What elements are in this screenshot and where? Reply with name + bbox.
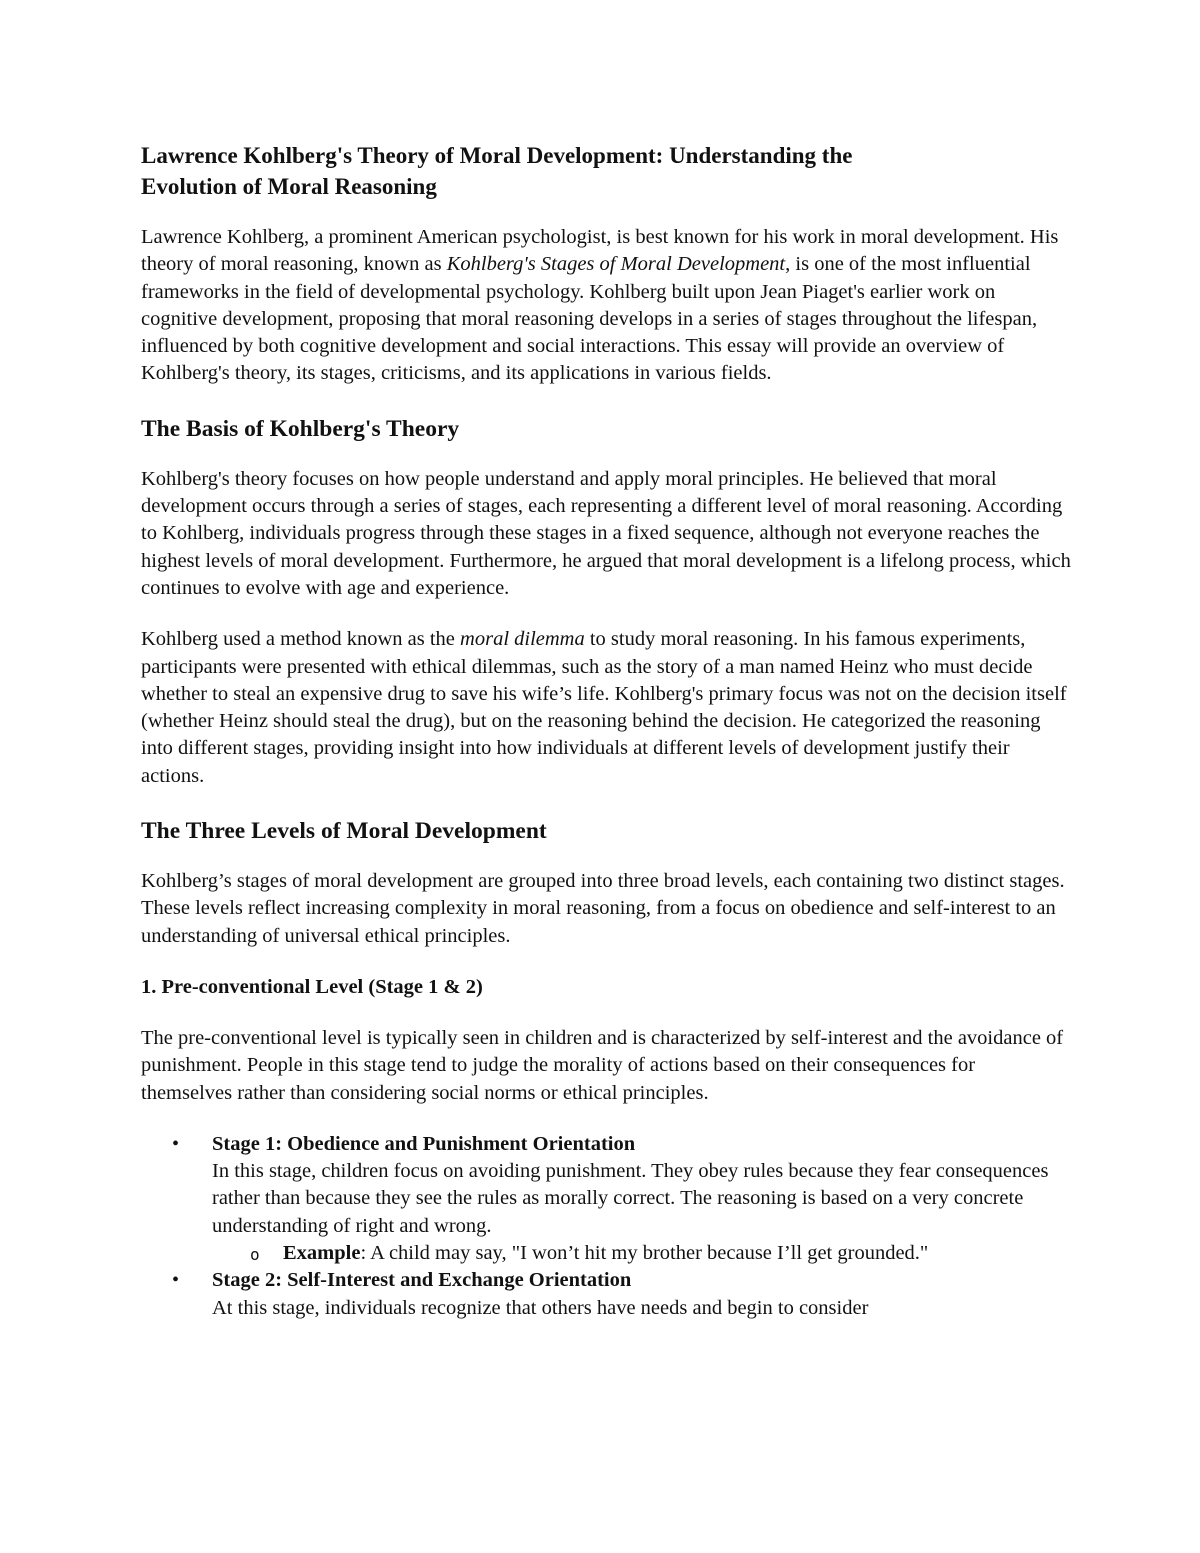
section-heading-levels: The Three Levels of Moral Development	[141, 818, 547, 845]
intro-italic-term: Kohlberg's Stages of Moral Development	[446, 253, 786, 276]
basis-paragraph-1: Kohlberg's theory focuses on how people understand and apply moral principles. He believed that moral development occurs through a series of stages, each representing a different level of moral reasoning. According to Kohlberg, individuals progress through these stages in a fixed sequence, although not everyone reaches the highest levels of moral development. Furthermore, he argued that moral development is a lifelong process, which continues to evolve with age and experience.	[141, 467, 1071, 599]
stage-1-sublist	[212, 1240, 1071, 1267]
bullet-icon: •	[172, 1269, 180, 1292]
stage-1-title: Stage 1: Obedience and Punishment Orientation	[212, 1132, 636, 1155]
example-label: Example	[283, 1242, 361, 1265]
title-line-1: Lawrence Kohlberg's Theory of Moral Development: Understanding the	[141, 143, 853, 168]
stage-list	[141, 1131, 1071, 1322]
document-title	[141, 140, 1071, 202]
intro-text-a: Lawrence Kohlberg, a prominent American psychologist, is best known for his work in moral development. His theory of moral reasoning, known as	[141, 226, 1059, 276]
subsection-heading-preconventional: 1. Pre-conventional Level (Stage 1 & 2)	[141, 975, 483, 998]
bullet-icon: •	[172, 1132, 180, 1155]
intro-text-b: , is one of the most influential frameworks in the field of developmental psychology. Kohlberg built upon Jean Piaget's earlier work on cognitive development, proposing that moral reasoning develops in a series of stages throughout the lifespan, influenced by both cognitive development and social interactions. This essay will provide an overview of Kohlberg's theory, its stages, criticisms, and its applications in various fields.	[141, 253, 1038, 385]
basis-paragraph-2	[141, 626, 1071, 790]
intro-paragraph	[141, 224, 1071, 388]
stage-1-description: In this stage, children focus on avoiding punishment. They obey rules because they fear consequences rather than because they see the rules as morally correct. The reasoning is based on a very concrete understanding of right and wrong.	[212, 1160, 1049, 1237]
levels-paragraph: Kohlberg’s stages of moral development are grouped into three broad levels, each containing two distinct stages. These levels reflect increasing complexity in moral reasoning, from a focus on obedience and self-interest to an understanding of universal ethical principles.	[141, 870, 1065, 947]
stage-1-example	[212, 1240, 1071, 1267]
stage-2-description: At this stage, individuals recognize that others have needs and begin to consider	[212, 1296, 869, 1319]
sub-bullet-icon: o	[250, 1245, 260, 1265]
example-text: : A child may say, "I won’t hit my brother because I’ll get grounded."	[360, 1242, 929, 1265]
stage-list-item-2	[141, 1267, 1071, 1322]
stage-2-title: Stage 2: Self-Interest and Exchange Orientation	[212, 1269, 632, 1292]
title-line-2: Evolution of Moral Reasoning	[141, 174, 437, 199]
basis-p2-text-a: Kohlberg used a method known as the	[141, 628, 461, 651]
section-heading-basis: The Basis of Kohlberg's Theory	[141, 415, 460, 442]
document-page	[141, 140, 1071, 1322]
basis-p2-text-b: to study moral reasoning. In his famous experiments, participants were presented with ethical dilemmas, such as the story of a man named Heinz who must decide whether to steal an expensive drug to save his wife’s life. Kohlberg's primary focus was not on the decision itself (whether Heinz should steal the drug), but on the reasoning behind the decision. He categorized the reasoning into different stages, providing insight into how individuals at different levels of development justify their actions.	[141, 628, 1067, 787]
basis-p2-italic-term: moral dilemma	[460, 628, 585, 651]
stage-list-item-1	[141, 1131, 1071, 1267]
preconventional-paragraph: The pre-conventional level is typically seen in children and is characterized by self-interest and the avoidance of punishment. People in this stage tend to judge the morality of actions based on their consequences for themselves rather than considering social norms or ethical principles.	[141, 1026, 1064, 1104]
